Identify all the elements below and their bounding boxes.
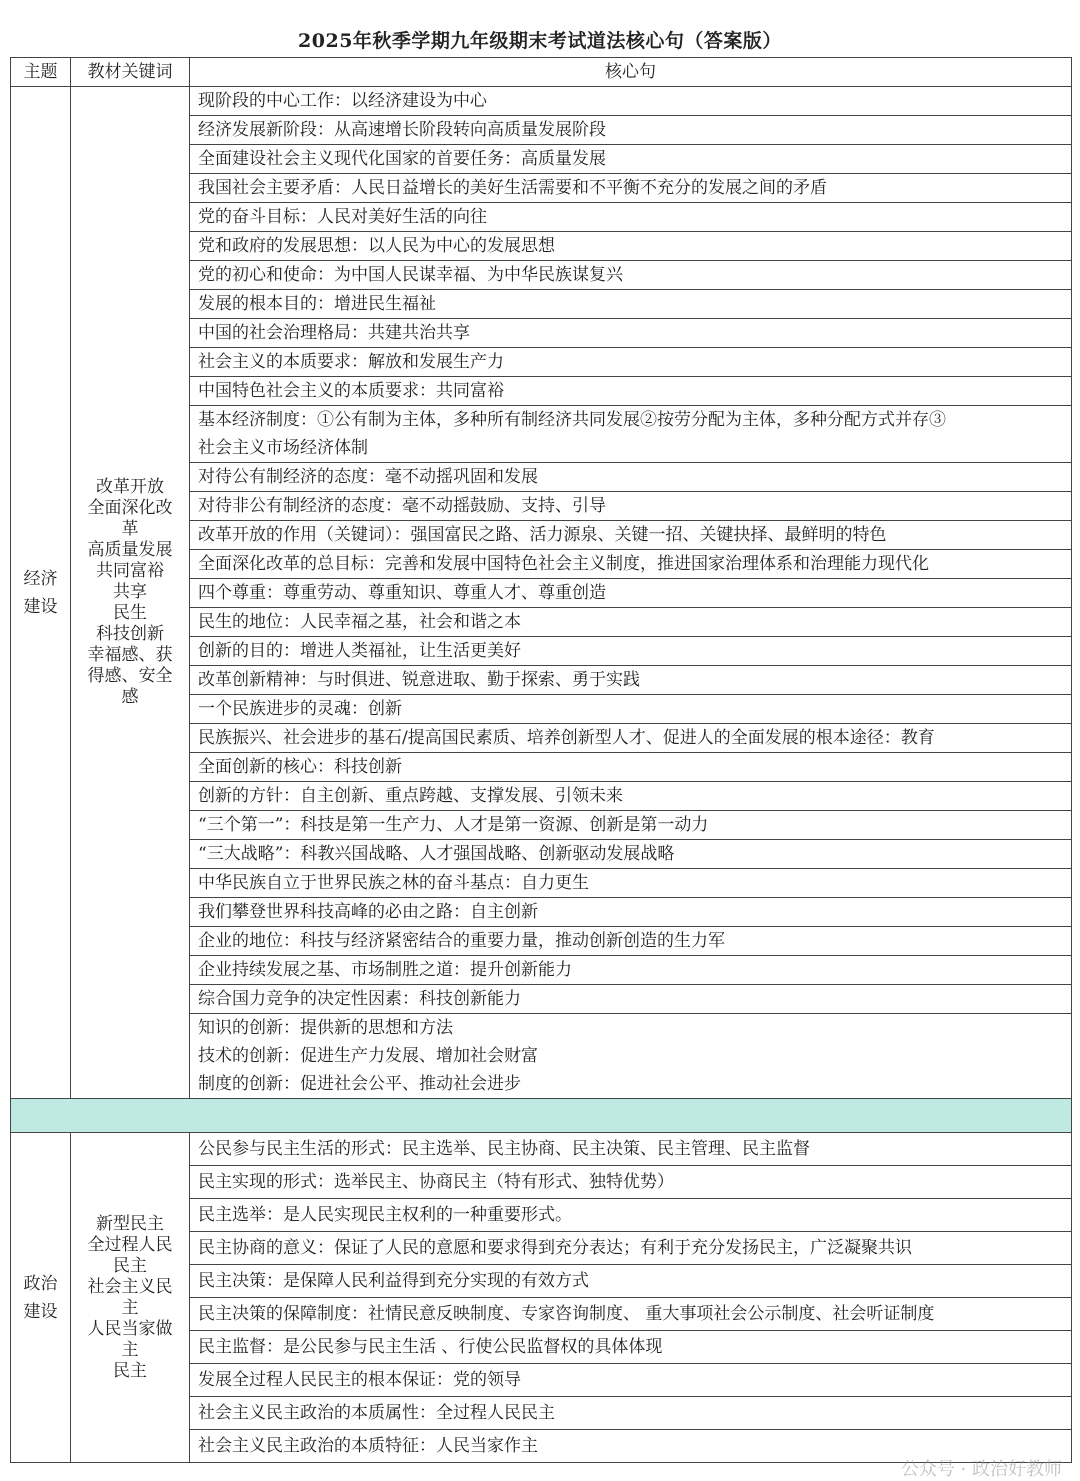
section-separator (11, 1099, 1072, 1133)
topic-cell (11, 1133, 71, 1463)
topic-text: 政治 (23, 1273, 58, 1294)
header-core: 核心句 (190, 58, 1072, 87)
core-sentence-cell (190, 463, 1072, 492)
table-header-row (11, 58, 1072, 87)
core-sentence-cell (190, 406, 1072, 463)
core-sentence-cell (190, 927, 1072, 956)
keyword-text: 主 (121, 1339, 139, 1360)
keyword-text: 民主 (113, 1255, 147, 1276)
core-sentence-text: 现阶段的中心工作：以经济建设为中心 (198, 91, 487, 111)
core-sentence-text: 民主协商的意义：保证了人民的意愿和要求得到充分表达；有利于充分发扬民主，广泛凝聚共识 (198, 1238, 912, 1258)
core-sentence-cell (190, 1265, 1072, 1298)
core-sentence-cell (190, 811, 1072, 840)
keyword-text: 感 (121, 687, 139, 707)
core-sentence-text: 综合国力竞争的决定性因素：科技创新能力 (198, 989, 521, 1009)
topic-text: 建设 (23, 1301, 58, 1322)
core-sentence-table (10, 57, 1072, 1463)
keyword-text: 全面深化改 (87, 498, 173, 518)
core-sentence-cell (190, 1397, 1072, 1430)
core-sentence-text: 社会主义市场经济体制 (198, 438, 368, 458)
core-sentence-text: 中国的社会治理格局：共建共治共享 (198, 323, 470, 343)
keyword-cell (71, 87, 190, 1099)
core-sentence-text: 四个尊重：尊重劳动、尊重知识、尊重人才、尊重创造 (198, 583, 606, 603)
core-sentence-cell (190, 1298, 1072, 1331)
core-sentence-cell (190, 898, 1072, 927)
core-sentence-text: 党的初心和使命：为中国人民谋幸福、为中华民族谋复兴 (198, 265, 623, 285)
core-sentence-text: 对待非公有制经济的态度：毫不动摇鼓励、支持、引导 (198, 496, 606, 516)
core-sentence-text: 知识的创新：提供新的思想和方法 (198, 1018, 453, 1038)
table-row (11, 1133, 1072, 1166)
core-sentence-text: 发展全过程人民民主的根本保证：党的领导 (198, 1370, 521, 1390)
core-sentence-cell (190, 840, 1072, 869)
core-sentence-cell (190, 608, 1072, 637)
core-sentence-cell (190, 956, 1072, 985)
core-sentence-cell (190, 1166, 1072, 1199)
keyword-cell (71, 1133, 190, 1463)
core-sentence-text: 社会主义民主政治的本质属性：全过程人民民主 (198, 1403, 555, 1423)
core-sentence-text: 党的奋斗目标：人民对美好生活的向往 (198, 207, 487, 227)
core-sentence-cell (190, 753, 1072, 782)
core-sentence-text: 民生的地位：人民幸福之基，社会和谐之本 (198, 612, 521, 632)
keyword-text: 改革开放 (96, 477, 164, 497)
core-sentence-cell (190, 521, 1072, 550)
keyword-text: 新型民主 (96, 1213, 164, 1234)
core-sentence-text: 全面创新的核心：科技创新 (198, 757, 402, 777)
core-sentence-cell (190, 1364, 1072, 1397)
keyword-text: 科技创新 (96, 624, 164, 644)
core-sentence-text: 民主决策：是保障人民利益得到充分实现的有效方式 (198, 1271, 589, 1291)
core-sentence-text: 民主选举：是人民实现民主权利的一种重要形式。 (198, 1205, 572, 1225)
core-sentence-cell (190, 782, 1072, 811)
core-sentence-text: 企业的地位：科技与经济紧密结合的重要力量，推动创新创造的生力军 (198, 931, 725, 951)
core-sentence-text: 改革开放的作用（关键词）：强国富民之路、活力源泉、关键一招、关键抉择、最鲜明的特色 (198, 525, 887, 545)
core-sentence-cell (190, 1331, 1072, 1364)
table-row (11, 87, 1072, 116)
page-title: 2025年秋季学期九年级期末考试道法核心句（答案版） (298, 30, 782, 52)
topic-text: 建设 (23, 596, 58, 617)
core-sentence-cell (190, 348, 1072, 377)
core-sentence-cell (190, 145, 1072, 174)
watermark: 公众号 · 政治好教师 (900, 1459, 1062, 1480)
keyword-text: 革 (121, 519, 139, 539)
core-sentence-cell (190, 261, 1072, 290)
core-sentence-text: 对待公有制经济的态度：毫不动摇巩固和发展 (198, 467, 538, 487)
core-sentence-cell (190, 985, 1072, 1014)
core-sentence-text: 发展的根本目的：增进民生福祉 (198, 294, 436, 314)
core-sentence-cell (190, 724, 1072, 753)
core-sentence-text: “三个第一”：科技是第一生产力、人才是第一资源、创新是第一动力 (198, 815, 709, 835)
core-sentence-cell (190, 377, 1072, 406)
core-sentence-text: 创新的方针：自主创新、重点跨越、支撑发展、引领未来 (198, 786, 623, 806)
core-sentence-text: 民族振兴、社会进步的基石/提高国民素质、培养创新型人才、促进人的全面发展的根本途径：教育 (198, 728, 935, 748)
core-sentence-cell (190, 116, 1072, 145)
core-sentence-text: 企业持续发展之基、市场制胜之道：提升创新能力 (198, 960, 572, 980)
core-sentence-text: 全面深化改革的总目标：完善和发展中国特色社会主义制度，推进国家治理体系和治理能力现代化 (198, 554, 929, 574)
core-sentence-text: 民主监督：是公民参与民主生活 、行使公民监督权的具体体现 (198, 1337, 663, 1357)
core-sentence-cell (190, 666, 1072, 695)
keyword-text: 共享 (113, 582, 147, 602)
keyword-text: 主 (121, 1297, 139, 1318)
core-sentence-cell (190, 1014, 1072, 1099)
core-sentence-text: 社会主义的本质要求：解放和发展生产力 (198, 352, 504, 372)
core-sentence-cell (190, 1232, 1072, 1265)
core-sentence-text: 民主决策的保障制度：社情民意反映制度、专家咨询制度、 重大事项社会公示制度、社会听证制度 (198, 1304, 935, 1324)
core-sentence-text: 我国社会主要矛盾：人民日益增长的美好生活需要和不平衡不充分的发展之间的矛盾 (198, 178, 827, 198)
core-sentence-cell (190, 1199, 1072, 1232)
core-sentence-text: 社会主义民主政治的本质特征：人民当家作主 (198, 1436, 538, 1456)
core-sentence-cell (190, 869, 1072, 898)
header-topic: 主题 (11, 58, 71, 87)
keyword-text: 民生 (113, 603, 147, 623)
keyword-text: 幸福感、获 (87, 645, 173, 665)
core-sentence-text: 我们攀登世界科技高峰的必由之路：自主创新 (198, 902, 538, 922)
core-sentence-cell (190, 695, 1072, 724)
core-sentence-cell (190, 492, 1072, 521)
core-sentence-cell (190, 232, 1072, 261)
core-sentence-cell (190, 290, 1072, 319)
topic-text: 经济 (23, 568, 58, 589)
core-sentence-text: 中国特色社会主义的本质要求：共同富裕 (198, 381, 504, 401)
topic-cell (11, 87, 71, 1099)
keyword-text: 得感、安全 (87, 666, 173, 686)
core-sentence-text: “三大战略”：科教兴国战略、人才强国战略、创新驱动发展战略 (198, 844, 675, 864)
core-sentence-cell (190, 579, 1072, 608)
keyword-text: 人民当家做 (87, 1318, 173, 1339)
core-sentence-text: 公民参与民主生活的形式：民主选举、民主协商、民主决策、民主管理、民主监督 (198, 1139, 810, 1159)
core-sentence-text: 改革创新精神：与时俱进、锐意进取、勤于探索、勇于实践 (198, 670, 640, 690)
core-sentence-cell (190, 203, 1072, 232)
keyword-text: 共同富裕 (96, 561, 164, 581)
core-sentence-text: 制度的创新：促进社会公平、推动社会进步 (198, 1074, 521, 1094)
core-sentence-cell (190, 174, 1072, 203)
core-sentence-text: 党和政府的发展思想：以人民为中心的发展思想 (198, 236, 555, 256)
core-sentence-text: 一个民族进步的灵魂：创新 (198, 699, 402, 719)
core-sentence-cell (190, 550, 1072, 579)
core-sentence-text: 技术的创新：促进生产力发展、增加社会财富 (198, 1046, 538, 1066)
core-sentence-cell (190, 637, 1072, 666)
core-sentence-text: 中华民族自立于世界民族之林的奋斗基点：自力更生 (198, 873, 589, 893)
core-sentence-text: 基本经济制度：①公有制为主体，多种所有制经济共同发展②按劳分配为主体，多种分配方式并存③ (198, 410, 946, 430)
keyword-text: 全过程人民 (87, 1234, 173, 1255)
core-sentence-cell (190, 87, 1072, 116)
separator-cell (11, 1099, 1072, 1133)
keyword-text: 社会主义民 (87, 1276, 173, 1297)
core-sentence-text: 全面建设社会主义现代化国家的首要任务：高质量发展 (198, 149, 606, 169)
keyword-text: 高质量发展 (87, 540, 173, 560)
core-sentence-cell (190, 319, 1072, 348)
core-sentence-text: 民主实现的形式：选举民主、协商民主（特有形式、独特优势） (198, 1172, 674, 1192)
core-sentence-text: 创新的目的：增进人类福祉，让生活更美好 (198, 641, 521, 661)
core-sentence-text: 经济发展新阶段：从高速增长阶段转向高质量发展阶段 (198, 120, 606, 140)
keyword-text: 民主 (113, 1360, 147, 1381)
core-sentence-cell (190, 1133, 1072, 1166)
header-keyword: 教材关键词 (71, 58, 190, 87)
